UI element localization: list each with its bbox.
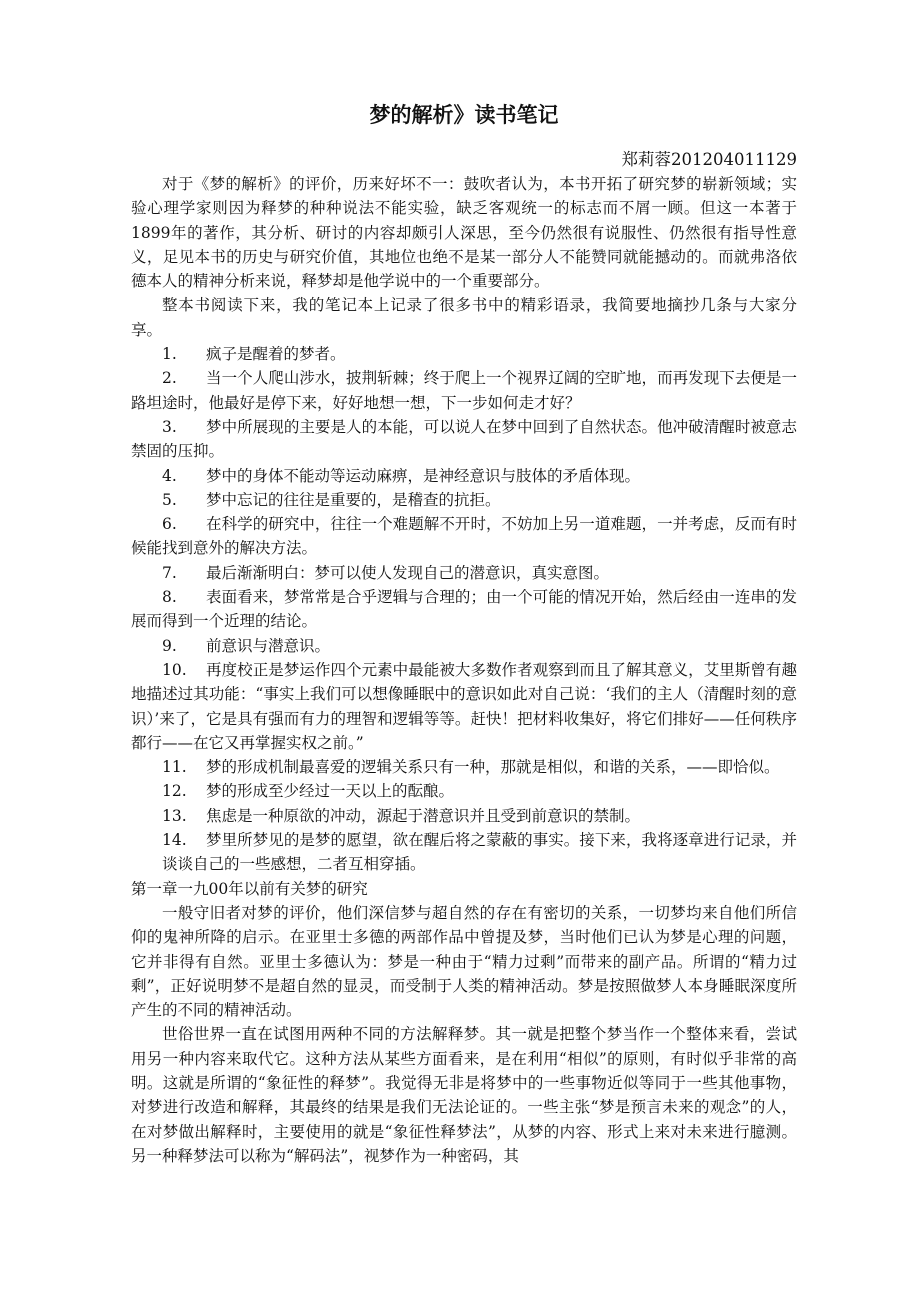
list-item-number: 9. xyxy=(162,636,177,655)
list-item-text: 疯子是醒着的梦者。 xyxy=(206,345,346,364)
document-title: 梦的解析》读书笔记 xyxy=(369,102,559,127)
list-item xyxy=(131,464,797,488)
list-item-number: 7. xyxy=(162,563,177,582)
list-item xyxy=(131,804,797,828)
list-item-number: 10. xyxy=(162,660,187,679)
list-item-text: 梦的形成至少经过一天以上的酝酿。 xyxy=(206,782,455,801)
list-item xyxy=(131,342,797,366)
list-item-number: 6. xyxy=(162,515,177,534)
list-item xyxy=(131,415,797,464)
list-item-text: 前意识与潜意识。 xyxy=(206,636,331,655)
list-item xyxy=(131,779,797,803)
list-item-number: 12. xyxy=(162,782,187,801)
chapter-heading: 第一章一九00年以前有关梦的研究 xyxy=(131,879,368,898)
list-item-text: 表面看来，梦常常是合乎逻辑与合理的；由一个可能的情况开始，然后经由一连串的发展而得到一个近理的结论。 xyxy=(131,588,797,631)
list-item xyxy=(131,755,797,779)
list-item-text: 梦中忘记的往往是重要的，是稽查的抗拒。 xyxy=(206,490,501,509)
list-item xyxy=(131,828,797,877)
list-item-text: 当一个人爬山涉水，披荆斩棘；终于爬上一个视界辽阔的空旷地，而再发现下去便是一路坦途时，他最好是停下来，好好地想一想，下一步如何走才好？ xyxy=(131,369,797,412)
intro-paragraph: 对于《梦的解析》的评价，历来好坏不一：鼓吹者认为，本书开拓了研究梦的崭新领域；实验心理学家则因为释梦的种种说法不能实验，缺乏客观统一的标志而不屑一顾。但这一本著于1899年的著作，其分析、研讨的内容却颇引人深思，至今仍然很有说服性、仍然很有指导性意义，足见本书的历史与研究价值，其地位也绝不是某一部分人不能赞同就能撼动的。而就弗洛依德本人的精神分析来说，释梦却是他学说中的一个重要部分。 xyxy=(131,175,797,291)
list-item-text: 梦的形成机制最喜爱的逻辑关系只有一种，那就是相似，和谐的关系，——即恰似。 xyxy=(206,758,780,777)
chapter-paragraph: 一般守旧者对梦的评价，他们深信梦与超自然的存在有密切的关系，一切梦均来自他们所信仰的鬼神所降的启示。在亚里士多德的两部作品中曾提及梦，当时他们已认为梦是心理的问题，它并非得有自然。亚里士多德认为：梦是一种由于“精力过剩”而带来的副产品。所谓的“精力过剩”，正好说明梦不是超自然的显灵，而受制于人类的精神活动。梦是按照做梦人本身睡眠深度所产生的不同的精神活动。 xyxy=(131,903,797,1020)
list-item xyxy=(131,561,797,585)
document-page xyxy=(131,100,797,1168)
list-item-number: 14. xyxy=(162,831,187,850)
list-item xyxy=(131,658,797,755)
list-item xyxy=(131,366,797,415)
list-item-number: 4. xyxy=(162,466,177,485)
list-item-text: 再度校正是梦运作四个元素中最能被大多数作者观察到而且了解其意义，艾里斯曾有趣地描述过其功能：“事实上我们可以想像睡眠中的意识如此对自己说：‘我们的主人（清醒时刻的意识）’来了，它是具有强而有力的理智和逻辑等等。赶快！把材料收集好，将它们排好——任何秩序都行——在它又再掌握实权之前。” xyxy=(131,660,797,752)
author-line: 郑莉蓉201204011129 xyxy=(621,150,797,169)
list-item-number: 1. xyxy=(162,345,177,364)
list-item-text: 梦里所梦见的是梦的愿望，欲在醒后将之蒙蔽的事实。接下来，我将逐章进行记录，并谈谈自己的一些感想，二者互相穿插。 xyxy=(162,831,797,874)
list-item xyxy=(131,585,797,634)
list-item-number: 8. xyxy=(162,588,177,607)
list-item-number: 2. xyxy=(162,369,177,388)
list-item-text: 在科学的研究中，往往一个难题解不开时，不妨加上另一道难题，一并考虑，反而有时候能找到意外的解决方法。 xyxy=(131,515,797,558)
chapter-paragraph: 世俗世界一直在试图用两种不同的方法解释梦。其一就是把整个梦当作一个整体来看，尝试用另一种内容来取代它。这种方法从某些方面看来，是在利用“相似”的原则，有时似乎非常的高明。这就是所谓的“象征性的释梦”。我觉得无非是将梦中的一些事物近似等同于一些其他事物，对梦进行改造和解释，其最终的结果是我们无法论证的。一些主张“梦是预言未来的观念”的人，在对梦做出解释时，主要使用的就是“象征性释梦法”，从梦的内容、形式上来对未来进行臆测。另一种释梦法可以称为“解码法”，视梦作为一种密码，其 xyxy=(131,1025,797,1165)
list-item xyxy=(131,512,797,561)
list-item-number: 3. xyxy=(162,417,177,436)
list-item-number: 5. xyxy=(162,490,177,509)
list-item-text: 梦中所展现的主要是人的本能，可以说人在梦中回到了自然状态。他冲破清醒时被意志禁固的压抑。 xyxy=(131,417,797,461)
list-item xyxy=(131,488,797,512)
list-item-text: 最后渐渐明白：梦可以使人发现自己的潜意识，真实意图。 xyxy=(206,563,610,582)
intro-paragraph: 整本书阅读下来，我的笔记本上记录了很多书中的精彩语录，我简要地摘抄几条与大家分享。 xyxy=(131,296,797,339)
list-item-number: 11. xyxy=(162,758,187,777)
list-item-text: 焦虑是一种原欲的冲动，源起于潜意识并且受到前意识的禁制。 xyxy=(206,806,641,825)
list-item xyxy=(131,634,797,658)
list-item-text: 梦中的身体不能动等运动麻痹，是神经意识与肢体的矛盾体现。 xyxy=(206,466,641,485)
list-item-number: 13. xyxy=(162,806,187,825)
